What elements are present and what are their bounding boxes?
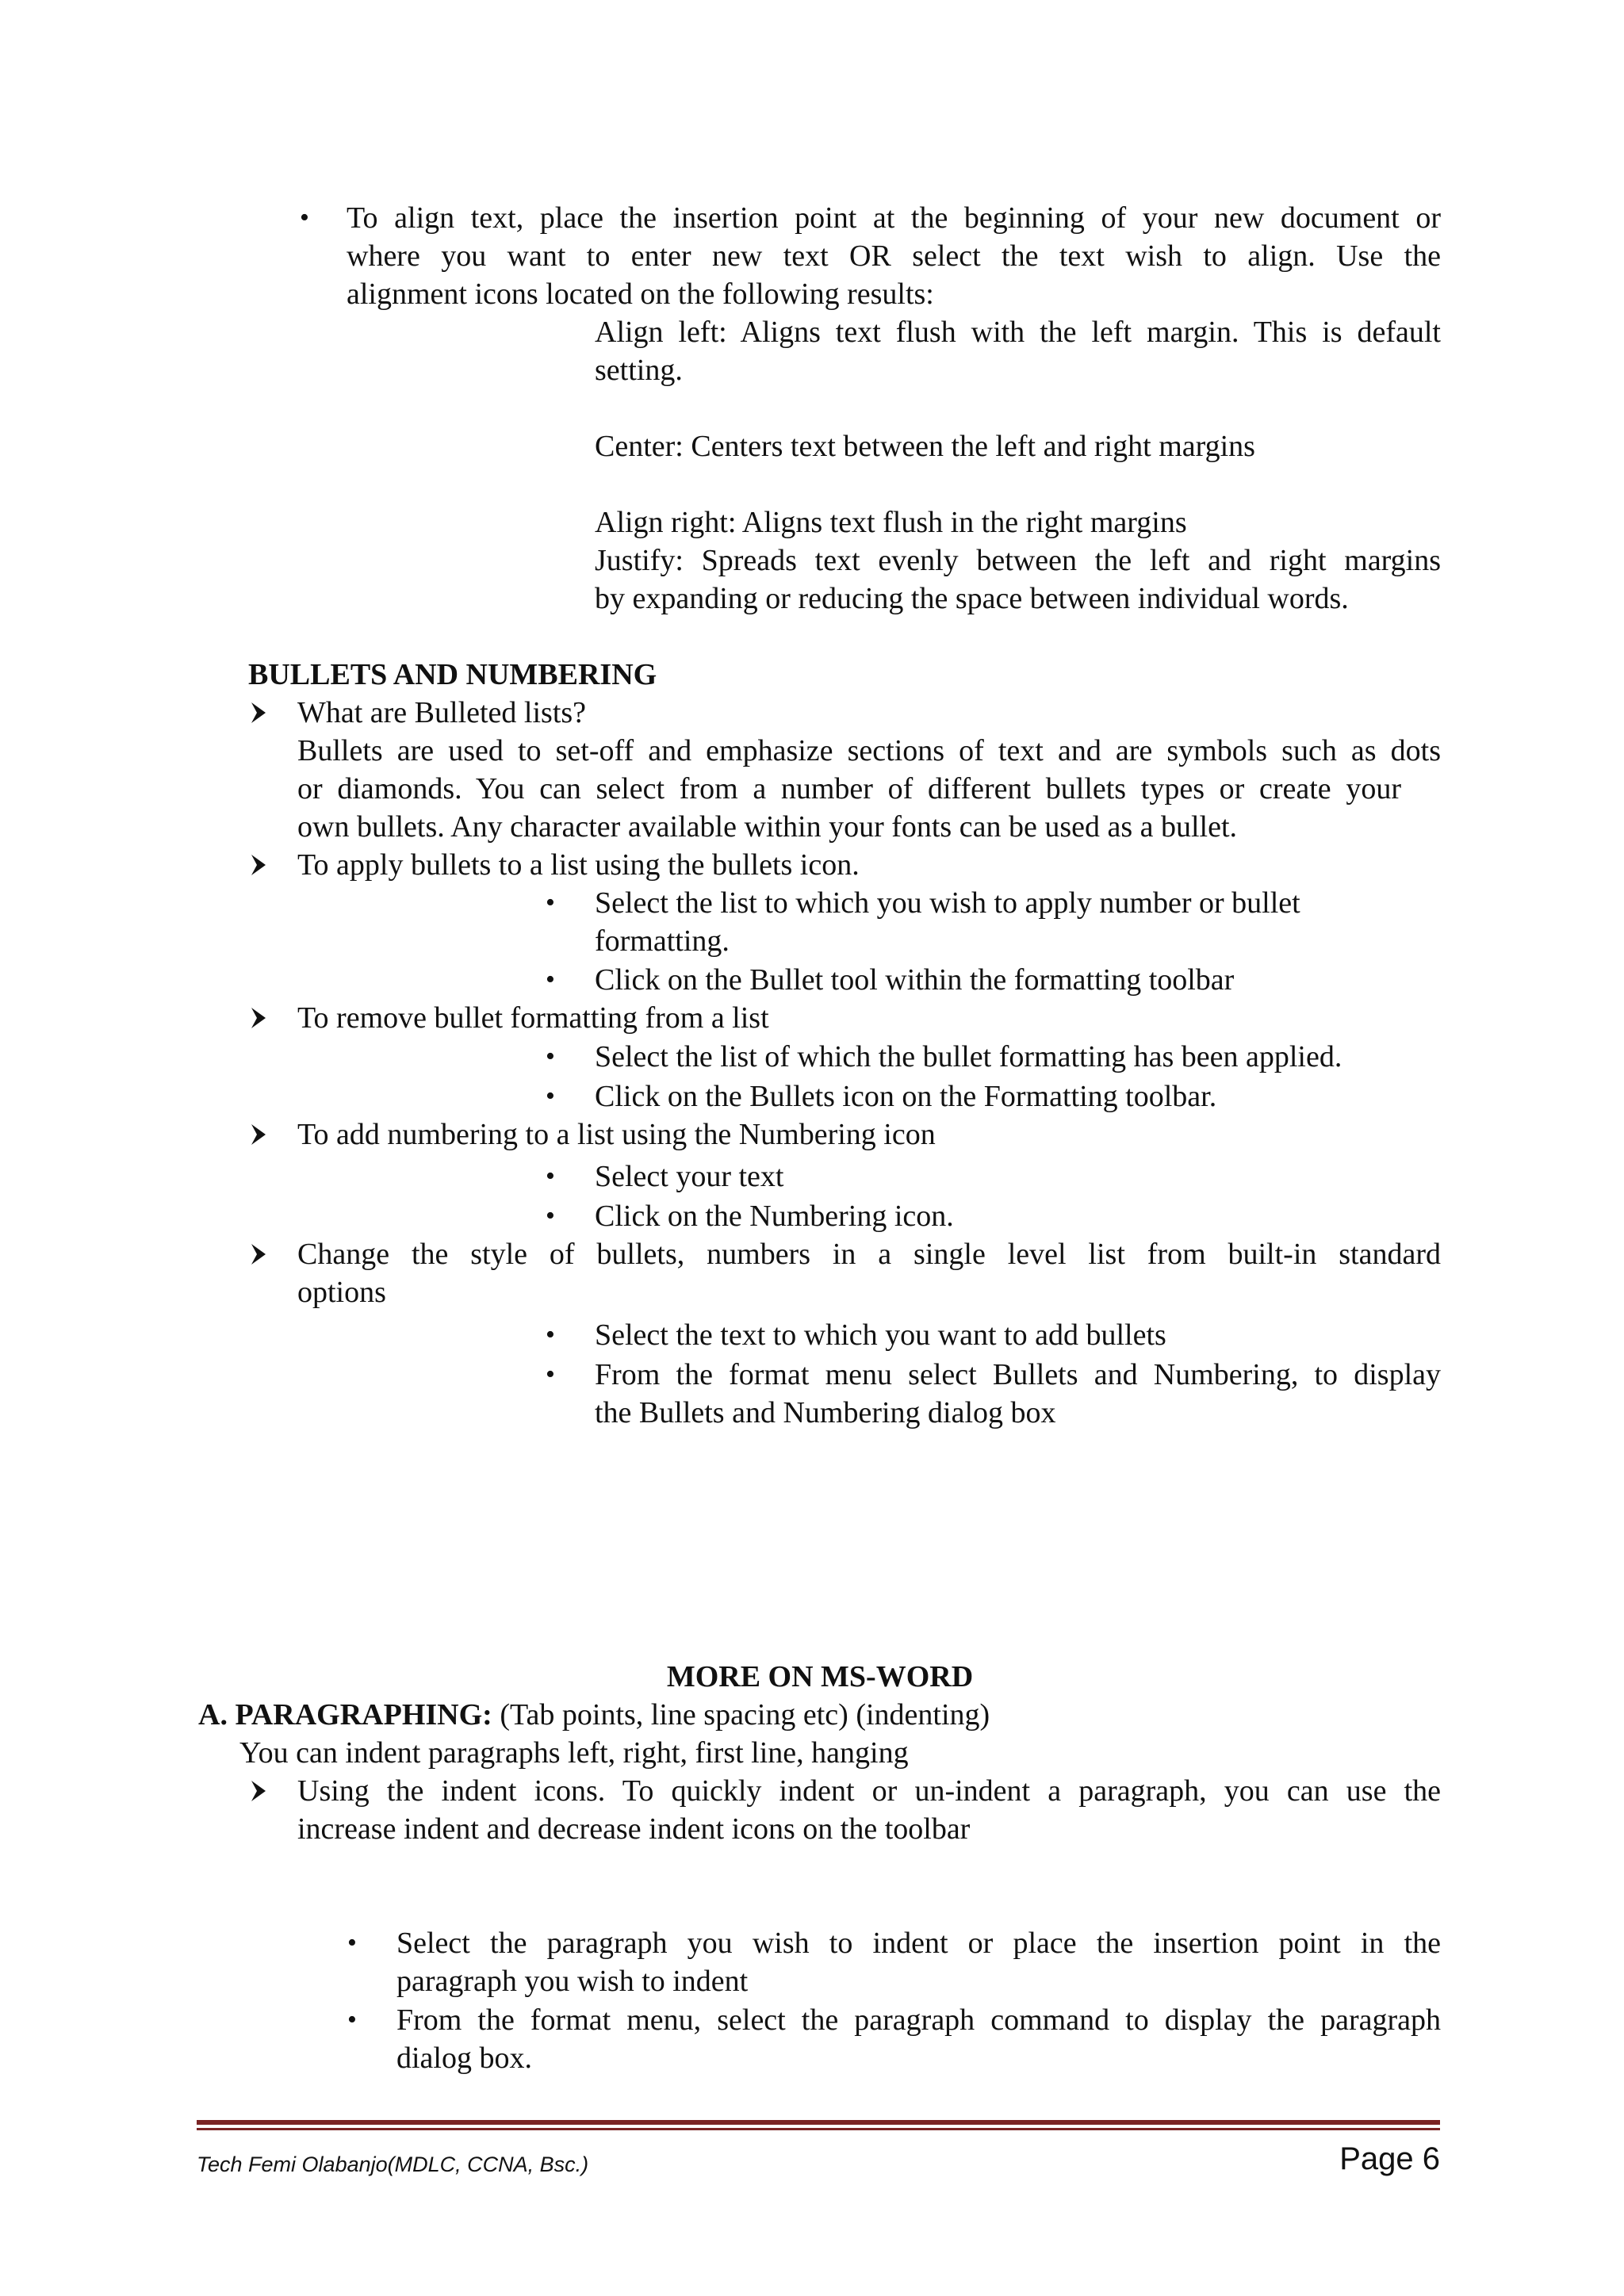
paragraphing-sub: (Tab points, line spacing etc) (indenting) xyxy=(500,1698,990,1732)
remove-step: Select the list of which the bullet formatting has been applied. xyxy=(595,1040,1342,1073)
numbering-item: To add numbering to a list using the Numbering icon xyxy=(297,1118,936,1151)
bullet-dot-icon: • xyxy=(347,1928,357,1957)
footer-author: Tech Femi Olabanjo(MDLC, CCNA, Bsc.) xyxy=(197,2152,589,2176)
bullet-dot-icon: • xyxy=(546,1081,555,1111)
apply-bullets-item: To apply bullets to a list using the bullets icon. xyxy=(297,848,860,882)
paragraphing-heading xyxy=(198,1696,990,1734)
arrow-bullet-icon xyxy=(250,1123,267,1146)
align-left-desc: Align left: Aligns text flush with the left margin. This is default xyxy=(595,316,1441,349)
bulleted-lists-body: own bullets. Any character available within your fonts can be used as a bullet. xyxy=(297,810,1238,844)
align-intro-line: alignment icons located on the following results: xyxy=(347,277,934,311)
bullet-dot-icon: • xyxy=(546,1161,555,1191)
footer-rule xyxy=(197,2128,1440,2130)
bulleted-lists-body: or diamonds. You can select from a number of different bullets types or create your xyxy=(297,772,1401,806)
arrow-bullet-icon xyxy=(250,1006,267,1030)
bullet-dot-icon: • xyxy=(546,965,555,994)
apply-step: Click on the Bullet tool within the formatting toolbar xyxy=(595,963,1235,997)
indent-icons-item: increase indent and decrease indent icons on the toolbar xyxy=(297,1812,971,1846)
bullet-dot-icon: • xyxy=(546,1320,555,1349)
indent-icons-item: Using the indent icons. To quickly indent or un-indent a paragraph, you can use the xyxy=(297,1774,1441,1808)
remove-bullets-item: To remove bullet formatting from a list xyxy=(297,1001,769,1035)
bulleted-lists-question: What are Bulleted lists? xyxy=(297,696,587,729)
footer-rule xyxy=(197,2120,1440,2125)
change-style-item: Change the style of bullets, numbers in a single level list from built-in standard xyxy=(297,1238,1441,1271)
change-style-item: options xyxy=(297,1276,386,1309)
indent-step: paragraph you wish to indent xyxy=(396,1965,749,1998)
bullet-dot-icon: • xyxy=(347,2005,357,2034)
bullets-heading: BULLETS AND NUMBERING xyxy=(248,658,657,691)
align-intro-line: where you want to enter new text OR select the text wish to align. Use the xyxy=(347,239,1441,273)
bullet-dot-icon: • xyxy=(546,888,555,917)
apply-step: formatting. xyxy=(595,924,730,958)
indent-step: dialog box. xyxy=(396,2042,532,2075)
numbering-step: Select your text xyxy=(595,1160,784,1193)
arrow-bullet-icon xyxy=(250,701,267,725)
change-step: From the format menu select Bullets and Numbering, to display xyxy=(595,1358,1441,1391)
apply-step: Select the list to which you wish to apply number or bullet xyxy=(595,886,1300,920)
bullet-dot-icon: • xyxy=(300,203,309,232)
page-number: Page 6 xyxy=(1339,2141,1440,2176)
bullet-dot-icon: • xyxy=(546,1360,555,1389)
indent-step: From the format menu, select the paragraph command to display the paragraph xyxy=(396,2003,1441,2037)
arrow-bullet-icon xyxy=(250,1779,267,1803)
align-left-desc: setting. xyxy=(595,354,683,387)
bullet-dot-icon: • xyxy=(546,1201,555,1230)
justify-desc: by expanding or reducing the space between individual words. xyxy=(595,582,1349,615)
indent-step: Select the paragraph you wish to indent or place the insertion point in the xyxy=(396,1927,1441,1960)
more-heading: MORE ON MS-WORD xyxy=(666,1660,974,1693)
justify-desc: Justify: Spreads text evenly between the left and right margins xyxy=(595,544,1441,577)
arrow-bullet-icon xyxy=(250,1242,267,1266)
align-right-desc: Align right: Aligns text flush in the right margins xyxy=(595,506,1187,539)
remove-step: Click on the Bullets icon on the Formatting toolbar. xyxy=(595,1080,1217,1113)
align-intro-line: To align text, place the insertion point at the beginning of your new document or xyxy=(347,201,1441,235)
indent-intro: You can indent paragraphs left, right, first line, hanging xyxy=(239,1736,909,1770)
center-desc: Center: Centers text between the left and right margins xyxy=(595,430,1255,463)
arrow-bullet-icon xyxy=(250,853,267,877)
bulleted-lists-body: Bullets are used to set-off and emphasize sections of text and are symbols such as dots xyxy=(297,734,1441,767)
paragraphing-label: A. PARAGRAPHING: xyxy=(198,1698,492,1732)
change-step: Select the text to which you want to add bullets xyxy=(595,1318,1166,1352)
numbering-step: Click on the Numbering icon. xyxy=(595,1200,954,1233)
change-step: the Bullets and Numbering dialog box xyxy=(595,1396,1056,1429)
bullet-dot-icon: • xyxy=(546,1042,555,1071)
